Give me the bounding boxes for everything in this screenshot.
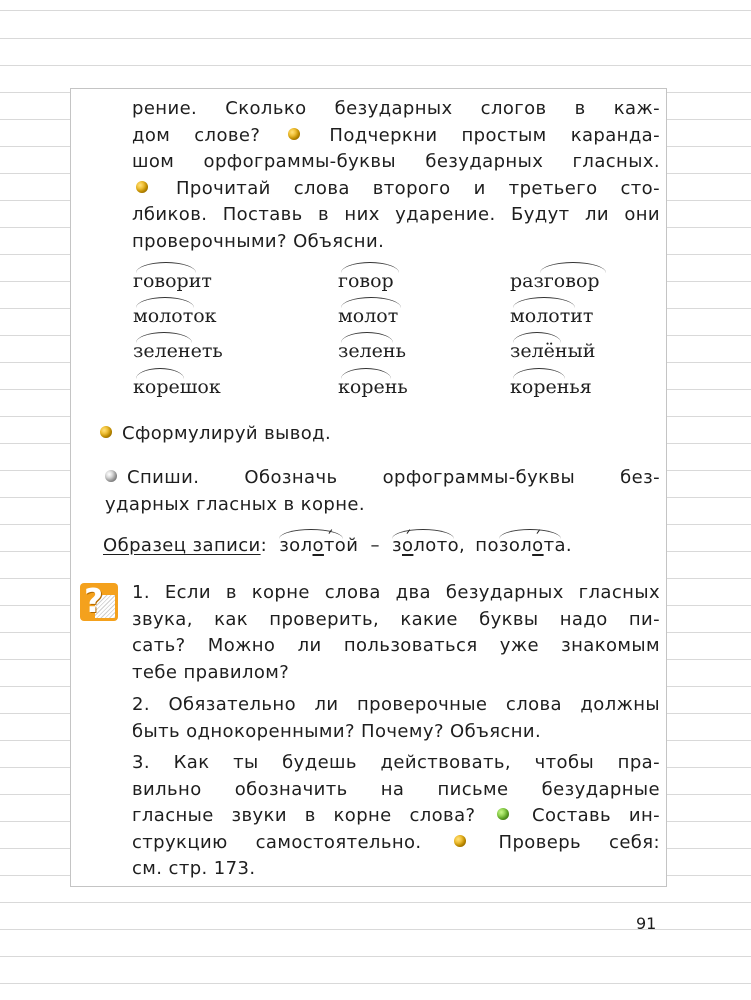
intro-line-4: Прочитай слова второго и третьего сто- — [132, 176, 660, 203]
task-formulate: Сформулируй вывод. — [132, 421, 660, 448]
question-3: 3. Как ты будешь действовать, чтобы пра- вильно обозначить на письме безударные гласные звуки в корне слова? Составь ин- струкцию самостоятельно. Проверь себя: см. стр. 173. — [132, 752, 660, 879]
intro-line-2: дом слове? Подчеркни простым каранда- — [132, 124, 660, 146]
sample-word-1: золотой — [279, 535, 358, 556]
intro-line-5: лбиков. Поставь в них ударение. Будут ли они — [132, 204, 660, 225]
gray-marker-icon — [105, 470, 117, 482]
green-marker-icon — [497, 808, 509, 820]
intro-line-3: шом орфограммы-буквы безударных гласных. — [132, 151, 660, 172]
word-cell: говор — [338, 270, 394, 292]
word-cell: говорит — [133, 270, 212, 292]
intro-line-6: проверочными? Объясни. — [132, 230, 385, 252]
question-1: 1. Если в корне слова два безударных гласных звука, как проверить, какие буквы надо пи- сать? Можно ли пользоваться уже знакомым тебе правилом? — [132, 582, 660, 683]
task-copy-line-1: Спиши. Обозначь орфограммы-буквы без- — [105, 465, 660, 492]
page-number: 91 — [636, 914, 657, 933]
word-cell: корешок — [133, 376, 221, 398]
word-cell: зелёный — [510, 340, 595, 362]
orange-marker-icon — [288, 128, 300, 140]
sample-word-2: золото, — [392, 535, 465, 556]
intro-line-1: рение. Сколько безударных слогов в каж- — [132, 98, 660, 119]
orange-marker-icon — [136, 181, 148, 193]
word-cell: разговор — [510, 270, 600, 292]
intro-paragraph — [132, 96, 660, 255]
word-cell: молоток — [133, 305, 217, 327]
word-cell: коренья — [510, 376, 592, 398]
sample-word-3: позолота. — [475, 535, 572, 556]
sample-label: Образец записи — [103, 535, 261, 556]
sample-line: Образец записи: золотой – золото, позолота. — [103, 533, 663, 560]
word-cell: зеленеть — [133, 340, 223, 362]
word-cell: корень — [338, 376, 408, 398]
word-cell: зелень — [338, 340, 406, 362]
word-cell: молот — [338, 305, 398, 327]
word-cell: молотит — [510, 305, 593, 327]
orange-marker-icon — [454, 835, 466, 847]
orange-marker-icon — [100, 426, 112, 438]
question-2: 2. Обязательно ли проверочные слова должны быть однокоренными? Почему? Объясни. — [132, 694, 660, 742]
question-mark-icon: ? — [80, 583, 118, 621]
task-copy — [105, 465, 660, 518]
task-copy-line-2: ударных гласных в корне. — [105, 493, 365, 515]
